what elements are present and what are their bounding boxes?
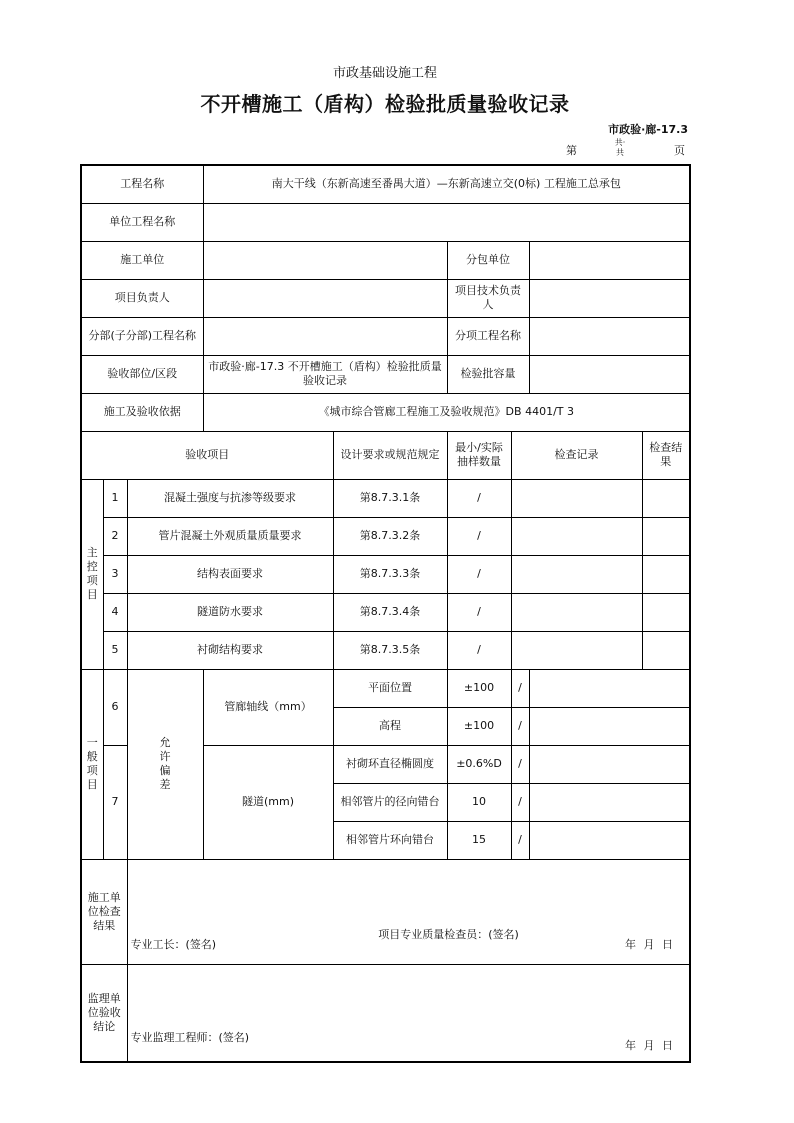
item-spec: 第8.7.3.3条 [333,555,447,593]
item-record[interactable] [511,479,642,517]
item-sample[interactable]: / [447,479,511,517]
table-row [81,479,690,517]
group-label: 隧道(mm) [203,745,333,859]
tech-manager-value[interactable] [529,279,690,317]
item-spec: 第8.7.3.5条 [333,631,447,669]
item-record[interactable] [511,555,642,593]
construction-date: 年 月 日 [625,937,676,951]
item-sample[interactable]: / [511,745,529,783]
row-managers [81,279,690,317]
supervision-row [81,964,690,1062]
item-record[interactable] [529,821,690,859]
item-result[interactable] [642,593,690,631]
row-construction-unit [81,241,690,279]
item-name: 结构表面要求 [127,555,333,593]
item-record[interactable] [529,745,690,783]
item-name: 高程 [333,707,447,745]
main-control-label: 主控项目 [81,479,103,669]
col-result-header: 检查结果 [642,431,690,479]
project-manager-label: 项目负责人 [81,279,203,317]
project-manager-value[interactable] [203,279,447,317]
foreman-signature: 专业工长：(签名) [130,937,217,951]
group-no: 6 [103,669,127,745]
item-no: 4 [103,593,127,631]
inspector-signature: 项目专业质量检查员：(签名) [378,927,519,941]
item-name: 混凝土强度与抗渗等级要求 [127,479,333,517]
supervision-label: 监理单位验收结论 [81,964,127,1062]
table-row [81,669,690,707]
item-result[interactable] [642,517,690,555]
location-value[interactable]: 市政验·廊-17.3 不开槽施工（盾构）检验批质量验收记录 [203,355,447,393]
row-unit-project [81,203,690,241]
table-row [81,517,690,555]
row-project-name [81,165,690,203]
project-name-label: 工程名称 [81,165,203,203]
item-sample[interactable]: / [511,669,529,707]
item-name: 相邻管片环向错台 [333,821,447,859]
item-name: 管片混凝土外观质量质量要求 [127,517,333,555]
item-sample[interactable]: / [447,555,511,593]
table-row [81,555,690,593]
item-sample[interactable]: / [511,783,529,821]
item-sample[interactable]: / [511,821,529,859]
column-header-row [81,431,690,479]
engineer-signature: 专业监理工程师：(签名) [130,1030,250,1044]
supervision-area[interactable] [127,964,690,1062]
form-code: 市政验·廊-17.3 [608,123,688,136]
table-row [81,593,690,631]
row-division [81,317,690,355]
construction-check-area[interactable] [127,859,690,964]
item-no: 5 [103,631,127,669]
allowance-label: 允许偏差 [127,669,203,859]
basis-value[interactable]: 《城市综合管廊工程施工及验收规范》DB 4401/T 3 [203,393,690,431]
location-label: 验收部位/区段 [81,355,203,393]
subcontract-label: 分包单位 [447,241,529,279]
item-name: 衬砌环直径椭圆度 [333,745,447,783]
col-record-header: 检查记录 [511,431,642,479]
item-record[interactable] [511,593,642,631]
item-sample[interactable]: / [447,593,511,631]
page-suffix: 页 [674,144,685,157]
row-basis [81,393,690,431]
item-no: 2 [103,517,127,555]
item-name: 隧道防水要求 [127,593,333,631]
general-label: 一般项目 [81,669,103,859]
tech-manager-label: 项目技术负责人 [447,279,529,317]
item-no: 3 [103,555,127,593]
division-label: 分部(子分部)工程名称 [81,317,203,355]
subitem-value[interactable] [529,317,690,355]
item-spec: 第8.7.3.1条 [333,479,447,517]
item-result[interactable] [642,479,690,517]
item-spec: ±100 [447,707,511,745]
group-no: 7 [103,745,127,859]
item-record[interactable] [529,669,690,707]
construction-check-label: 施工单位检查结果 [81,859,127,964]
project-name-value[interactable]: 南大干线（东新高速至番禺大道）—东新高速立交(0标) 工程施工总承包 [203,165,690,203]
inspection-form-table [80,164,691,1063]
construction-check-row [81,859,690,964]
item-record[interactable] [529,707,690,745]
item-sample[interactable]: / [447,517,511,555]
construction-unit-value[interactable] [203,241,447,279]
group-label: 管廊轴线（mm） [203,669,333,745]
item-spec: 10 [447,783,511,821]
unit-project-label: 单位工程名称 [81,203,203,241]
item-name: 衬砌结构要求 [127,631,333,669]
item-no: 1 [103,479,127,517]
item-result[interactable] [642,555,690,593]
item-record[interactable] [511,517,642,555]
division-value[interactable] [203,317,447,355]
item-name: 相邻管片的径向错台 [333,783,447,821]
capacity-value[interactable] [529,355,690,393]
item-spec: 第8.7.3.2条 [333,517,447,555]
col-design-header: 设计要求或规范规定 [333,431,447,479]
form-title: 不开槽施工（盾构）检验批质量验收记录 [200,92,570,116]
col-sample-header: 最小/实际抽样数量 [447,431,511,479]
subitem-label: 分项工程名称 [447,317,529,355]
item-sample[interactable]: / [447,631,511,669]
form-category: 市政基础设施工程 [332,66,437,81]
capacity-label: 检验批容量 [447,355,529,393]
item-sample[interactable]: / [511,707,529,745]
col-item-header: 验收项目 [81,431,333,479]
row-location [81,355,690,393]
item-record[interactable] [511,631,642,669]
basis-label: 施工及验收依据 [81,393,203,431]
page-prefix: 第 [566,144,577,157]
item-spec: ±0.6%D [447,745,511,783]
page-total-marker: 共·共 [614,138,626,157]
table-row [81,631,690,669]
subcontract-value[interactable] [529,241,690,279]
construction-unit-label: 施工单位 [81,241,203,279]
item-result[interactable] [642,631,690,669]
unit-project-value[interactable] [203,203,690,241]
item-spec: 第8.7.3.4条 [333,593,447,631]
item-spec: ±100 [447,669,511,707]
item-name: 平面位置 [333,669,447,707]
item-record[interactable] [529,783,690,821]
item-spec: 15 [447,821,511,859]
supervision-date: 年 月 日 [625,1038,676,1052]
